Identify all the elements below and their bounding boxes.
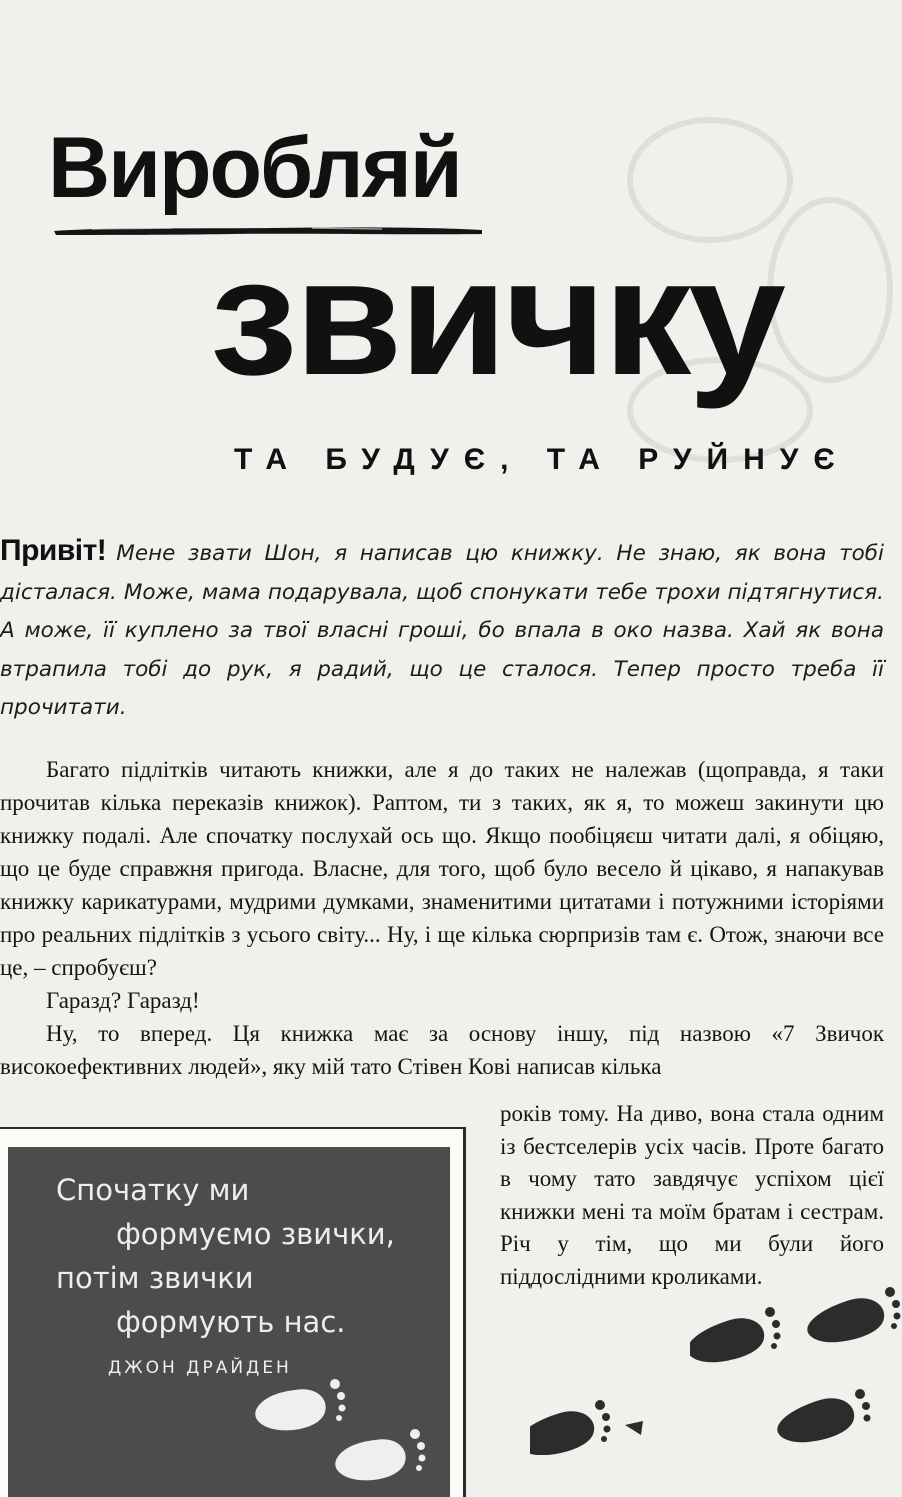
quote-line-4: формують нас. xyxy=(116,1305,346,1339)
footprints-icon-bottom xyxy=(530,1395,650,1455)
greeting-paragraph xyxy=(0,532,884,728)
quote-author: ДЖОН ДРАЙДЕН xyxy=(108,1358,292,1378)
greeting-hello: Привіт! xyxy=(0,534,107,567)
title-line-1: Виробляй xyxy=(48,120,461,216)
paragraph-3: Ну, то вперед. Ця книжка має за основу іншу, під назвою «7 Звичок високоефективних людей», яку мій тато Стівен Кові написав кілька xyxy=(0,1021,884,1079)
quote-line-3: потім звички xyxy=(56,1261,254,1295)
quote-line-1: Спочатку ми xyxy=(56,1173,250,1207)
paragraph-3-continued: років тому. На диво, вона стала одним із бестселерів усіх часів. Проте багато в чому тато завдячує успіхом цієї книжки мені та моїм братам і сестрам. Річ у тім, що ми були його піддослідними кроликами. xyxy=(500,1101,884,1289)
quote-footprints-icon xyxy=(255,1370,455,1497)
greeting-text: Мене звати Шон, я написав цю книжку. Не знаю, як вона тобі дісталася. Може, мама подарувала, щоб спонукати тебе трохи підтягнутися. А може, її куплено за твої власні гроші, бо впала в око назва. Хай як вона втрапила тобі до рук, я радий, що це сталося. Тепер просто треба її прочитати. xyxy=(0,541,884,721)
quote-line-2: формуємо звички, xyxy=(116,1217,395,1251)
subtitle: ТА БУДУЄ, ТА РУЙНУЄ xyxy=(234,443,850,476)
paragraph-1: Багато підлітків читають книжки, але я до таких не належав (щоправда, я таки прочитав кілька переказів книжок). Раптом, ти з таких, як я, то можеш закинути цю книжку подалі. Але спочатку послухай ось що. Якщо пообіцяєш читати далі, я обіцяю, що це буде справжня пригода. Власне, для того, щоб було весело й цікаво, я напакував книжку карикатурами, мудрими думками, знаменитими цитатами і потужними історіями про реальних підлітків з усього світу... Ну, і ще кілька сюрпризів там є. Отож, знаючи все це, – спробуєш? xyxy=(0,757,884,980)
footprints-icon xyxy=(690,1280,902,1460)
paragraph-2: Гаразд? Гаразд! xyxy=(46,988,200,1013)
title-line-2: звичку xyxy=(210,225,783,410)
body-text xyxy=(0,753,884,1083)
